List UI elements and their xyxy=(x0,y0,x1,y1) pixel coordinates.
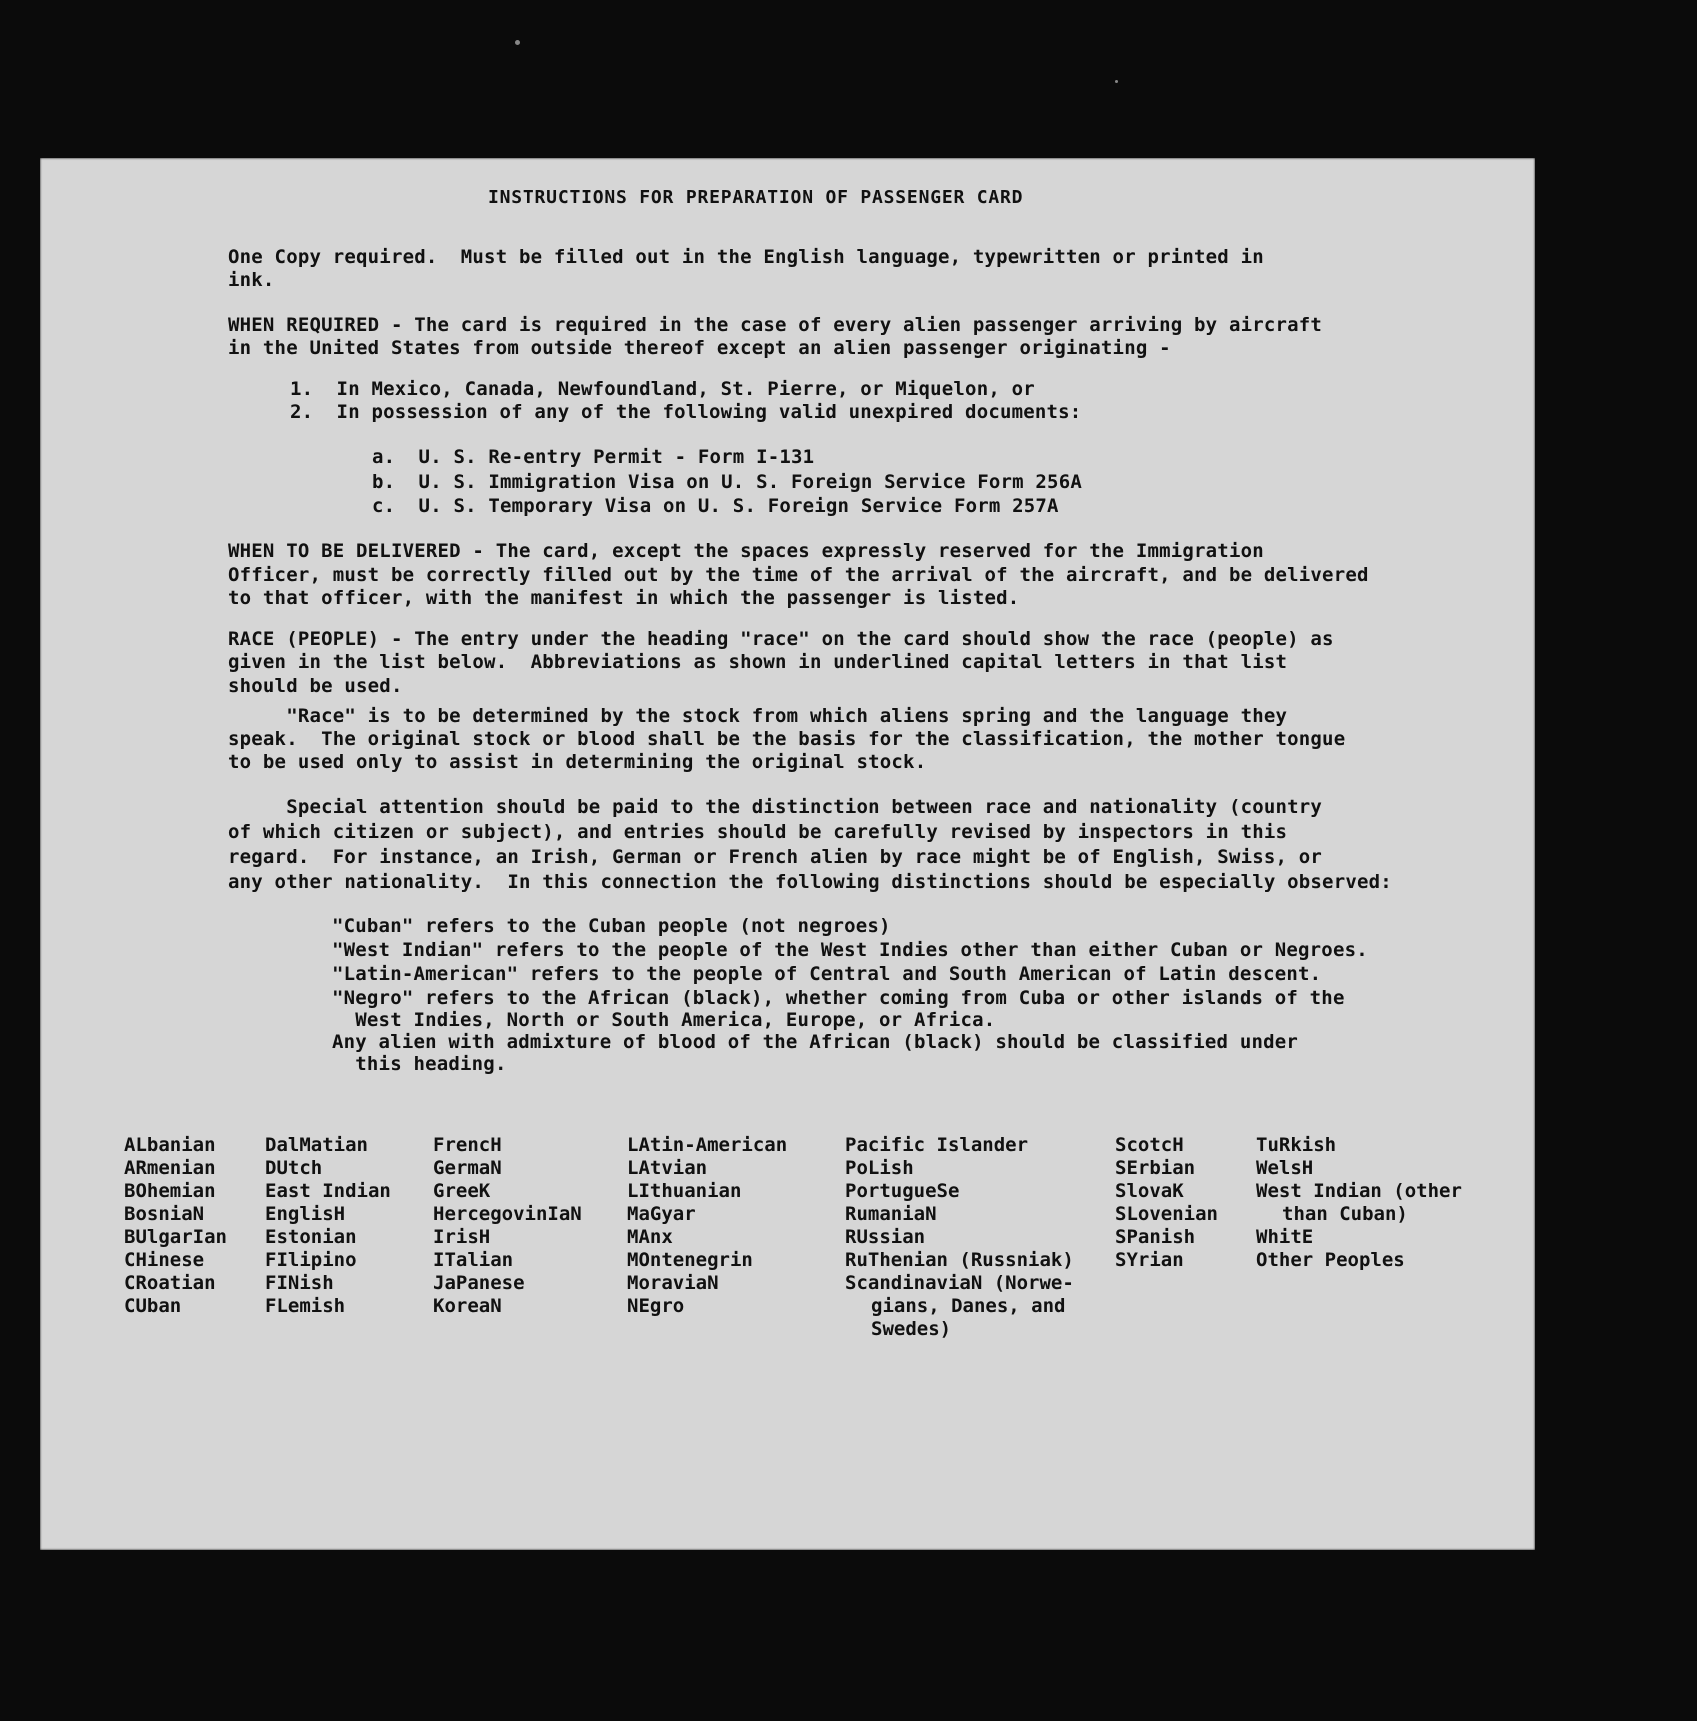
race-entry: ITalian xyxy=(433,1249,514,1271)
race-entry: NEgro xyxy=(627,1295,685,1317)
distinction-line: Any alien with admixture of blood of the African (black) should be classified under xyxy=(332,1031,1299,1053)
race-list-column-2 xyxy=(265,1134,391,1318)
race-entry: WhitE xyxy=(1256,1226,1314,1248)
when-delivered-line: Officer, must be correctly filled out by the time of the arrival of the aircraft, and be delivered xyxy=(228,564,1369,586)
distinction-line: "Latin-American" refers to the people of Central and South American of Latin descent. xyxy=(332,963,1322,985)
race-entry: SPanish xyxy=(1115,1226,1196,1248)
race-entry: gians, Danes, and xyxy=(871,1295,1066,1317)
special-attention-line: regard. For instance, an Irish, German or French alien by race might be of English, Swiss, or xyxy=(228,846,1323,868)
race-entry: ARmenian xyxy=(124,1157,216,1179)
race-entry: JaPanese xyxy=(433,1272,525,1294)
document-title: INSTRUCTIONS FOR PREPARATION OF PASSENGER CARD xyxy=(488,187,1024,208)
numbered-item: 1. In Mexico, Canada, Newfoundland, St. Pierre, or Miquelon, or xyxy=(290,378,1035,400)
distinction-line: this heading. xyxy=(332,1053,507,1075)
race-entry: East Indian xyxy=(265,1180,391,1202)
race-entry: KoreaN xyxy=(433,1295,502,1317)
race-entry: Estonian xyxy=(265,1226,357,1248)
when-required-line: WHEN REQUIRED - The card is required in the case of every alien passenger arriving by aircraft xyxy=(228,314,1323,336)
race-entry: MoraviaN xyxy=(627,1272,719,1294)
race-entry: PortugueSe xyxy=(845,1180,960,1202)
race-entry: CUban xyxy=(124,1295,182,1317)
race-entry: CRoatian xyxy=(124,1272,216,1294)
document-item: c. U. S. Temporary Visa on U. S. Foreign Service Form 257A xyxy=(372,495,1059,517)
race-entry: SErbian xyxy=(1115,1157,1196,1179)
race-entry: BOhemian xyxy=(124,1180,216,1202)
race-entry: DalMatian xyxy=(265,1134,368,1156)
distinction-line: "Cuban" refers to the Cuban people (not negroes) xyxy=(332,915,891,937)
race-list-column-5 xyxy=(845,1134,1074,1341)
race-entry: ScandinaviaN (Norwe- xyxy=(845,1272,1074,1294)
race-entry: ScotcH xyxy=(1115,1134,1184,1156)
race-list-column-6 xyxy=(1115,1134,1218,1272)
race-entry: GreeK xyxy=(433,1180,491,1202)
race-entry: EnglisH xyxy=(265,1203,346,1225)
race-list-column-7 xyxy=(1256,1134,1462,1272)
special-attention-line: Special attention should be paid to the distinction between race and nationality (country xyxy=(228,796,1323,818)
race-entry: MAnx xyxy=(627,1226,673,1248)
race-entry: LAtvian xyxy=(627,1157,708,1179)
intro-line: One Copy required. Must be filled out in the English language, typewritten or printed in xyxy=(228,246,1264,268)
race-people-line: should be used. xyxy=(228,675,403,697)
race-list-column-3 xyxy=(433,1134,582,1318)
race-entry: SYrian xyxy=(1115,1249,1184,1271)
race-entry: MaGyar xyxy=(627,1203,696,1225)
distinction-line: West Indies, North or South America, Europe, or Africa. xyxy=(332,1009,996,1031)
race-entry: RumaniaN xyxy=(845,1203,937,1225)
race-entry: CHinese xyxy=(124,1249,205,1271)
race-entry: SlovaK xyxy=(1115,1180,1184,1202)
race-entry: TuRkish xyxy=(1256,1134,1337,1156)
race-entry: RUssian xyxy=(845,1226,926,1248)
race-entry: GermaN xyxy=(433,1157,502,1179)
when-required-line: in the United States from outside thereof except an alien passenger originating - xyxy=(228,337,1171,359)
race-list-column-1 xyxy=(124,1134,227,1318)
race-entry: WelsH xyxy=(1256,1157,1314,1179)
special-attention-line: any other nationality. In this connection the following distinctions should be especially observed: xyxy=(228,871,1392,893)
race-definition-line: speak. The original stock or blood shall be the basis for the classification, the mother tongue xyxy=(228,728,1346,750)
distinction-line: "Negro" refers to the African (black), whether coming from Cuba or other islands of the xyxy=(332,987,1345,1009)
when-delivered-line: to that officer, with the manifest in which the passenger is listed. xyxy=(228,587,1020,609)
race-people-line: given in the list below. Abbreviations as shown in underlined capital letters in that list xyxy=(228,651,1288,673)
race-entry: RuThenian (Russniak) xyxy=(845,1249,1074,1271)
race-entry: Pacific Islander xyxy=(845,1134,1029,1156)
race-entry: PoLish xyxy=(845,1157,914,1179)
document-page xyxy=(40,158,1535,1550)
race-entry: FrencH xyxy=(433,1134,502,1156)
race-entry: HercegovinIaN xyxy=(433,1203,582,1225)
race-list-column-4 xyxy=(627,1134,787,1318)
race-entry: than Cuban) xyxy=(1282,1203,1408,1225)
race-entry: Other Peoples xyxy=(1256,1249,1405,1271)
race-entry: DUtch xyxy=(265,1157,323,1179)
race-entry: MOntenegrin xyxy=(627,1249,753,1271)
race-definition-line: to be used only to assist in determining the original stock. xyxy=(228,751,927,773)
race-entry: FLemish xyxy=(265,1295,346,1317)
race-entry: SLovenian xyxy=(1115,1203,1218,1225)
numbered-item: 2. In possession of any of the following valid unexpired documents: xyxy=(290,401,1082,423)
document-item: a. U. S. Re-entry Permit - Form I-131 xyxy=(372,446,815,468)
when-delivered-line: WHEN TO BE DELIVERED - The card, except the spaces expressly reserved for the Immigration xyxy=(228,540,1264,562)
race-entry: BosniaN xyxy=(124,1203,205,1225)
race-entry: LIthuanian xyxy=(627,1180,742,1202)
race-entry: LAtin-American xyxy=(627,1134,788,1156)
intro-line: ink. xyxy=(228,269,275,291)
race-entry: Swedes) xyxy=(871,1318,952,1340)
race-entry: BUlgarIan xyxy=(124,1226,227,1248)
special-attention-line: of which citizen or subject), and entries should be carefully revised by inspectors in this xyxy=(228,821,1288,843)
race-entry: IrisH xyxy=(433,1226,491,1248)
race-definition-line: "Race" is to be determined by the stock from which aliens spring and the language they xyxy=(228,705,1288,727)
race-entry: West Indian (other xyxy=(1256,1180,1462,1202)
race-entry: FINish xyxy=(265,1272,334,1294)
race-entry: FIlipino xyxy=(265,1249,357,1271)
distinction-line: "West Indian" refers to the people of the West Indies other than either Cuban or Negroes. xyxy=(332,939,1368,961)
document-item: b. U. S. Immigration Visa on U. S. Foreign Service Form 256A xyxy=(372,471,1082,493)
race-entry: ALbanian xyxy=(124,1134,216,1156)
race-people-line: RACE (PEOPLE) - The entry under the heading "race" on the card should show the race (people) as xyxy=(228,628,1334,650)
